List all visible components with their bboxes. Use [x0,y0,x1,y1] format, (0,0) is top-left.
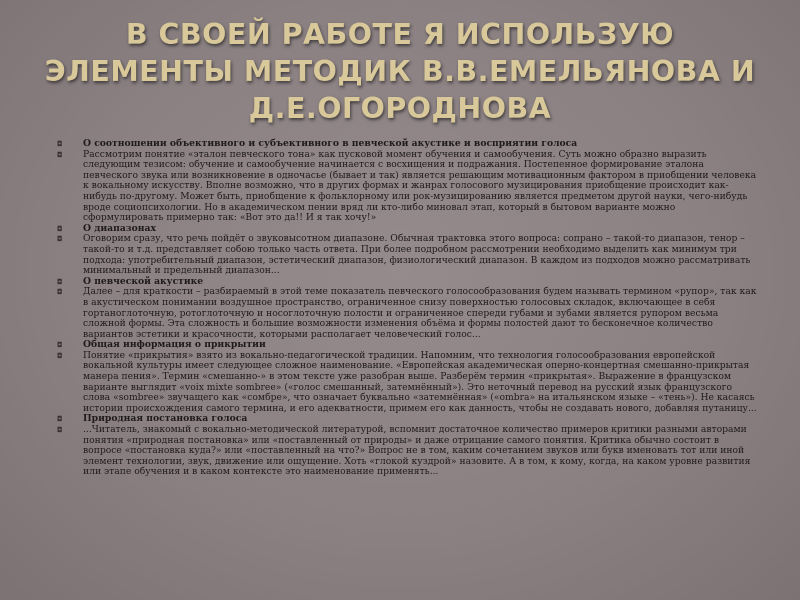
bullet-icon: ◘ [57,426,63,435]
bullet-icon: ◘ [57,150,63,159]
bullet-icon: ◘ [57,140,63,148]
bullet-icon: ◘ [57,341,63,350]
paragraph-text: Далее – для краткости – разбираемый в этой теме показатель певческого голосообразования будем называть термином «рупор», так как в акустическом понимании воздушное пространство, ограниченное снизу поверхностью голосовых складок, включающее в себя гортаноглоточную, ротоглоточную и носоглоточную полости и ограниченное спереди губами и зубами является рупором весьма сложной формы. Эта сложность и большие возможности изменения объёма и формы полостей дают то бесконечное количество вариантов эстетики и красочности, которыми располагает человеческий голос... [83,286,757,340]
bullet-icon: ◘ [57,277,63,286]
title-line-1: В СВОЕЙ РАБОТЕ Я ИСПОЛЬЗУЮ [125,18,675,51]
heading-text: О певческой акустике [83,275,204,287]
heading-text: Общая информация о прикрытии [83,339,266,351]
section-paragraph [57,287,757,340]
heading-text: О соотношении объективного и субъективного в певческой акустике и восприятии голоса [83,138,578,149]
bullet-icon: ◘ [57,288,63,297]
bullet-list [57,139,757,478]
bullet-icon: ◘ [57,351,63,360]
section-paragraph [57,234,757,276]
section-paragraph [57,425,757,478]
paragraph-text: Рассмотрим понятие «эталон певческого тона» как пусковой момент обучения и самообучения. Суть можно образно выразить следующим тезисом: обучение и самообучение начинается с восхищения и подражания. Постепенное формирование эталона певческого звука или возникновение в одночасье (бывает и так) является решающим мотивационным фактором в приобщении человека к вокальному искусству. Вполне возможно, что в других формах и жанрах голосового музицирования приобщение происходит как-нибудь по-другому. Может быть, приобщение к фольклорному или рок-музицированию является предметом другой науки, чего-нибудь вроде социопсихологии. Но в академическом пении вряд ли кто-либо миновал этап, который в бытовом варианте можно сформулировать примерно так: «Вот это да!! И я так хочу!» [83,148,757,224]
heading-text: Природная постановка голоса [83,413,248,425]
slide-title [40,16,760,127]
paragraph-text: ...Читатель, знакомый с вокально-методической литературой, вспомнит достаточное количество примеров критики разными авторами понятия «природная постановка» или «поставленный от природы» и даже отрицание самого понятия. Критика обычно состоит в вопросе «постановка куда?» или «поставленный на что?» Вопрос не в том, каким сочетанием звуков или букв именовать тот или иной элемент технологии, звук, движение или ощущение. Хоть «глокой куздрой» назовите. А в том, к кому, когда, на каком уровне развития или этапе обучения и в каком контексте это наименование применять... [83,424,751,478]
title-line-2: ЭЛЕМЕНТЫ МЕТОДИК В.В.ЕМЕЛЬЯНОВА И [44,55,756,88]
paragraph-text: Понятие «прикрытия» взято из вокально-педагогической традиции. Напомним, что технология голосообразования европейской вокальной культуры имеет следующее сложное наименование. «Европейская академическая оперно-концертная смешанно-прикрытая манера пения». Термин «смешанно-» в этом тексте уже разобран выше. Разберём термин «прикрытая». Выражение в французском варианте выглядит «voix mixte sombree» («голос смешанный, затемнённый»). Это неточный перевод на русский язык французского слова «sombree» звучащего как «сомбре», что означает буквально «затемнённая» («ombra» на итальянском языке – «тень»). Не касаясь истории происхождения самого термина, и его адекватности, примем его как данность, чтобы не создавать нового, добавляя путаницу... [83,349,757,414]
paragraph-text: Оговорим сразу, что речь пойдёт о звуковысотном диапазоне. Обычная трактовка этого вопроса: сопрано – такой-то диапазон, тенор – такой-то и т.д. представляет собою только часть ответа. При более подробном рассмотрении необходимо выделить как минимум три подхода: употребительный диапазон, эстетический диапазон, физиологический диапазон. В каждом из подходов можно рассматривать минимальный и предельный диапазон... [83,233,751,277]
title-line-3: Д.Е.ОГОРОДНОВА [248,92,552,125]
bullet-icon: ◘ [57,235,63,244]
section-paragraph [57,150,757,224]
bullet-icon: ◘ [57,224,63,233]
section-paragraph [57,351,757,415]
bullet-icon: ◘ [57,415,63,424]
heading-text: О диапазонах [83,222,156,234]
section-heading [57,139,757,150]
